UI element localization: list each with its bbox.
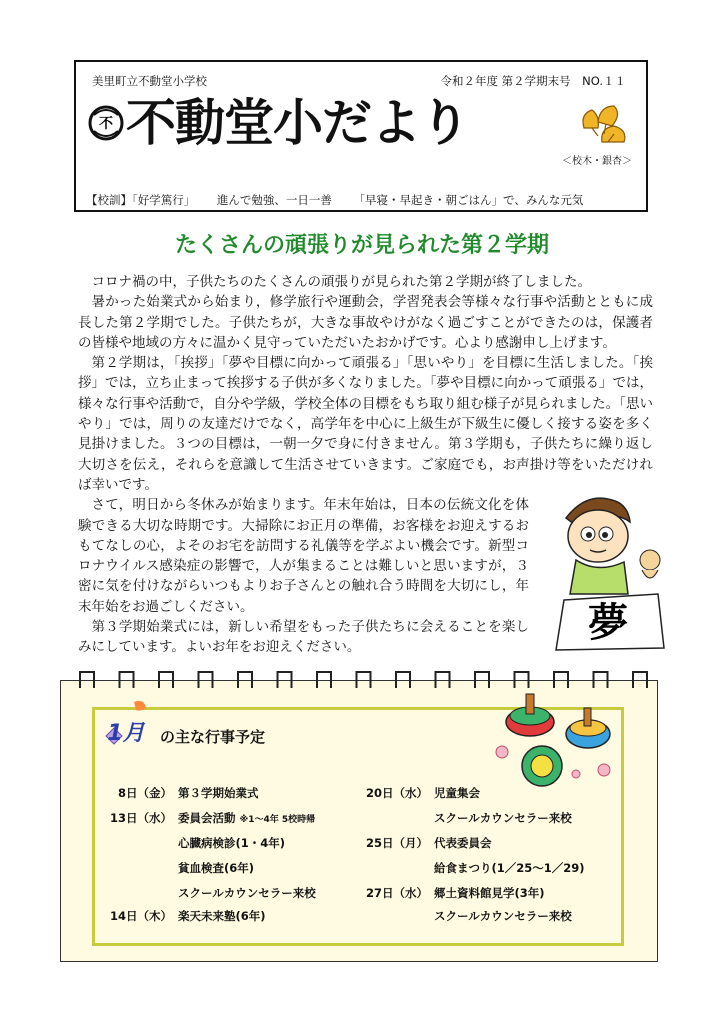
event-item-label: 貧血検査(6年) (178, 861, 255, 875)
paragraph: さて，明日から冬休みが始まります。年末年始は，日本の伝統文化を体験できる大切な時期です。大掃除にお正月の準備，お客様をお迎えするおもてなしの心，よそのお宅を訪問する礼儀等を学ぶよい機会です。新型コロナウイルス感染症の影響で，人が集まることは難しいと思いますが，３密に気を付けながらいつもよりお子さんとの触れ合う時間を大切にし，年末年始をお過ごしください。 (78, 497, 529, 615)
event-item-label: 郷土資料館見学(3年) (434, 886, 545, 900)
paragraph: コロナ禍の中，子供たちのたくさんの頑張りが見られた第２学期が終了しました。 (91, 274, 591, 290)
event-item-label: 心臓病検診(1・4年) (178, 836, 286, 850)
event-item (178, 860, 254, 876)
event-item (178, 785, 259, 801)
ring-hook (199, 672, 213, 688)
ring-hook (396, 672, 410, 688)
emblem-char: 不 (99, 116, 113, 132)
motto-text: 進んで勉強、一日一善 (216, 193, 332, 207)
paragraph: 第３学期始業式には，新しい希望をもった子供たちに会えることを楽しみにしています。よいお年をお迎えください。 (78, 619, 529, 656)
paragraph: 第２学期は，「挨拶」「夢や目標に向かって頑張る」「思いやり」を目標に生活しました。「挨拶」では，立ち止まって挨拶する子供が多くなりました。「夢や目標に向かって頑張る」では，様々な行事や活動で，自分や学級，学校全体の目標をもち取り組む様子が見られました。「思いやり」では，周りの友達だけでなく，高学年を中心に上級生が下級生に優しく接する姿を多く見掛けました。３つの目標は，一朝一夕で身に付きません。第３学期も，子供たちに繰り返し大切さを伝え，それらを意識して生活させていきます。ご家庭でも，お声掛け等をいただければ幸いです。 (78, 355, 653, 493)
event-item (434, 908, 572, 924)
event-item-label: スクールカウンセラー来校 (434, 811, 572, 825)
event-item (178, 835, 285, 851)
ring-hook (475, 672, 489, 688)
slogan: 「早寝・早起き・朝ごはん」で、みんな元気 (353, 193, 584, 207)
event-item (178, 810, 315, 828)
event-item-label: 給食まつり(1／25～1／29) (434, 861, 585, 875)
newsletter-header (74, 60, 648, 212)
ring-hook (436, 672, 450, 688)
event-date: 27日（水） (365, 886, 428, 900)
ring-hook (317, 672, 331, 688)
spinning-tops-illustration (492, 682, 622, 794)
school-emblem-icon (88, 105, 124, 141)
ring-hook (238, 672, 252, 688)
event-item-label: 楽天未来塾(6年) (178, 909, 266, 923)
event-item (178, 908, 266, 924)
newsletter-title: 不動堂小だより (126, 93, 469, 152)
events-title: の主な行事予定 (160, 728, 266, 746)
event-date: 13日（水） (109, 811, 172, 825)
ring-hook (159, 672, 173, 688)
calligraphy-char: 夢 (588, 599, 628, 646)
motto-row (86, 192, 601, 208)
paragraph: 暑かった始業式から始まり，修学旅行や運動会，学習発表会等様々な行事や活動とともに成長した第２学期でした。子供たちが，大きな事故やけがなく過ごすことができたのは，保護者の皆様や地域の方々に温かく見守っていただいたおかげです。心より感謝申し上げます。 (78, 294, 653, 351)
ginkgo-leaf-icon (576, 102, 634, 146)
event-date: 20日（水） (365, 786, 428, 800)
event-date: 14日（木） (109, 909, 172, 923)
event-item (434, 810, 572, 826)
ring-hook (80, 672, 94, 688)
event-item (178, 885, 316, 901)
motto-label: 【校訓】「好学篤行」 (86, 193, 196, 207)
month-label: 1月 (107, 721, 145, 746)
event-item (434, 885, 545, 901)
issue-number: 令和２年度 第２学期末号 NO.１１ (440, 74, 626, 88)
event-item-label: 児童集会 (434, 786, 480, 800)
ring-hook (633, 672, 647, 688)
event-item-label: スクールカウンセラー来校 (178, 886, 316, 900)
month-badge-icon (100, 696, 160, 750)
tree-caption: ＜校木・銀杏＞ (562, 156, 632, 167)
event-item-label: スクールカウンセラー来校 (434, 909, 572, 923)
article-headline: たくさんの頑張りが見られた第２学期 (174, 233, 549, 258)
event-date: 8日（金） (117, 786, 172, 800)
ring-hook (120, 672, 134, 688)
event-item-label: 第３学期始業式 (178, 786, 259, 800)
event-item (434, 785, 480, 801)
event-item (434, 860, 585, 876)
event-item-label: 委員会活動 (178, 811, 236, 825)
event-date: 25日（月） (365, 836, 428, 850)
event-item-label: 代表委員会 (434, 836, 492, 850)
ring-hook (278, 672, 292, 688)
ring-hook (357, 672, 371, 688)
calligraphy-boy-illustration (546, 490, 674, 652)
event-item-note: ※1～4年 5校時帰 (239, 815, 316, 825)
event-item (434, 835, 492, 851)
school-name: 美里町立不動堂小学校 (92, 74, 207, 88)
